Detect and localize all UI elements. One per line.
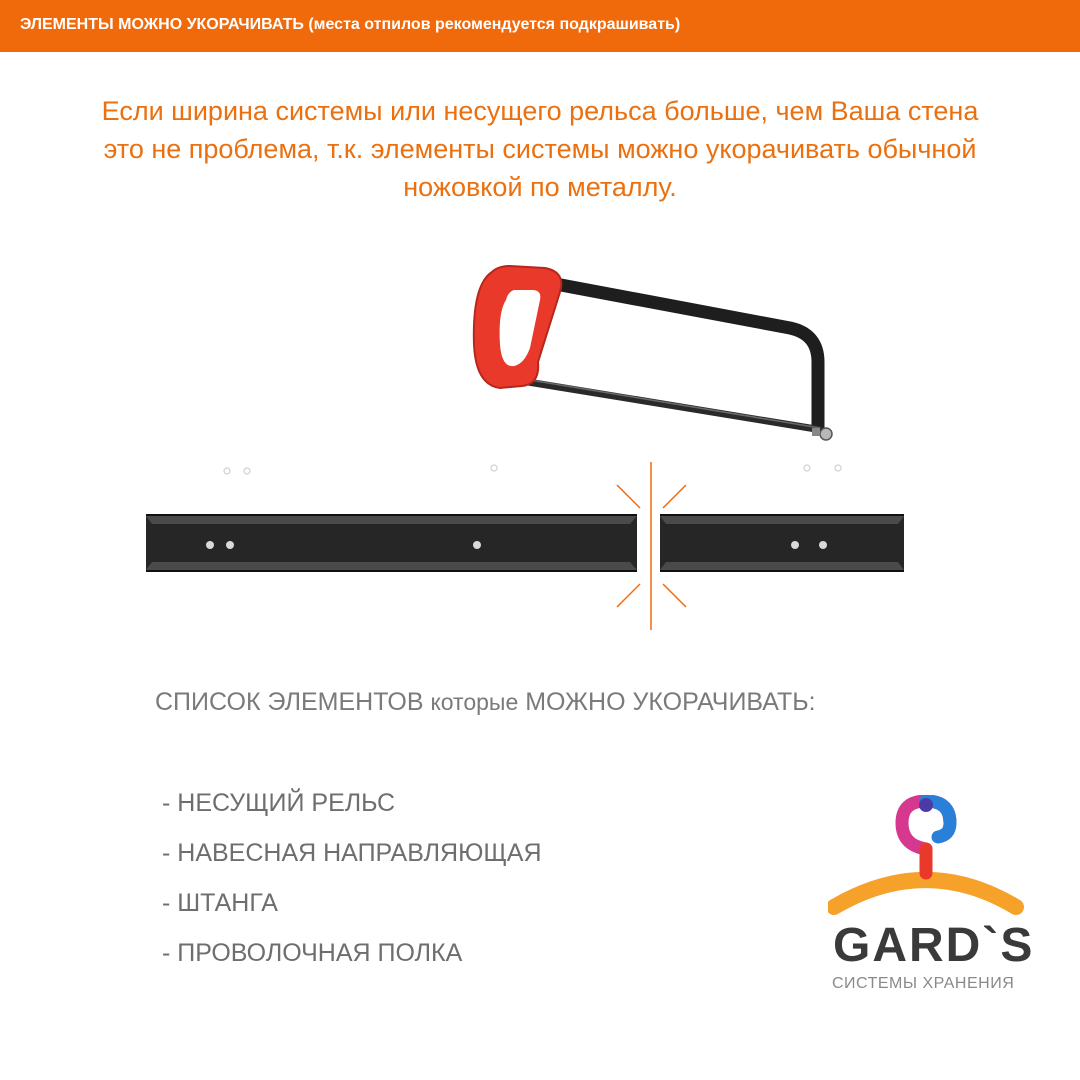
intro-line-2: это не проблема, т.к. элементы системы можно укорачивать обычной [103,134,977,164]
list-title-part-2: которые [430,689,519,715]
intro-line-1: Если ширина системы или несущего рельса больше, чем Ваша стена [101,96,979,126]
hacksaw-icon [474,266,832,440]
list-item: - ПРОВОЛОЧНАЯ ПОЛКА [162,939,463,967]
intro-line-3: ножовкой по металлу. [403,172,677,202]
intro-paragraph [40,92,1040,206]
shortenable-items-list [162,786,542,986]
rail-right-piece [660,515,904,571]
mounting-screws [224,465,841,474]
banner-note-text: (места отпилов рекомендуется подкрашивать) [308,16,681,33]
list-item: - НАВЕСНАЯ НАПРАВЛЯЮЩАЯ [162,839,542,867]
list-title [155,688,816,717]
list-title-part-3: МОЖНО УКОРАЧИВАТЬ: [525,688,816,716]
banner-text [20,16,680,34]
logo-subtitle: СИСТЕМЫ ХРАНЕНИЯ [832,975,1015,992]
header-banner [0,0,1080,52]
list-item: - НЕСУЩИЙ РЕЛЬС [162,789,396,817]
list-title-part-1: СПИСОК ЭЛЕМЕНТОВ [155,688,424,716]
rail-left-piece [146,515,637,571]
list-item: - ШТАНГА [162,889,278,917]
saw-and-rail-illustration [0,250,1080,650]
logo-wordmark: GARD`S [833,919,1035,972]
banner-main-text: ЭЛЕМЕНТЫ МОЖНО УКОРАЧИВАТЬ [20,16,304,33]
